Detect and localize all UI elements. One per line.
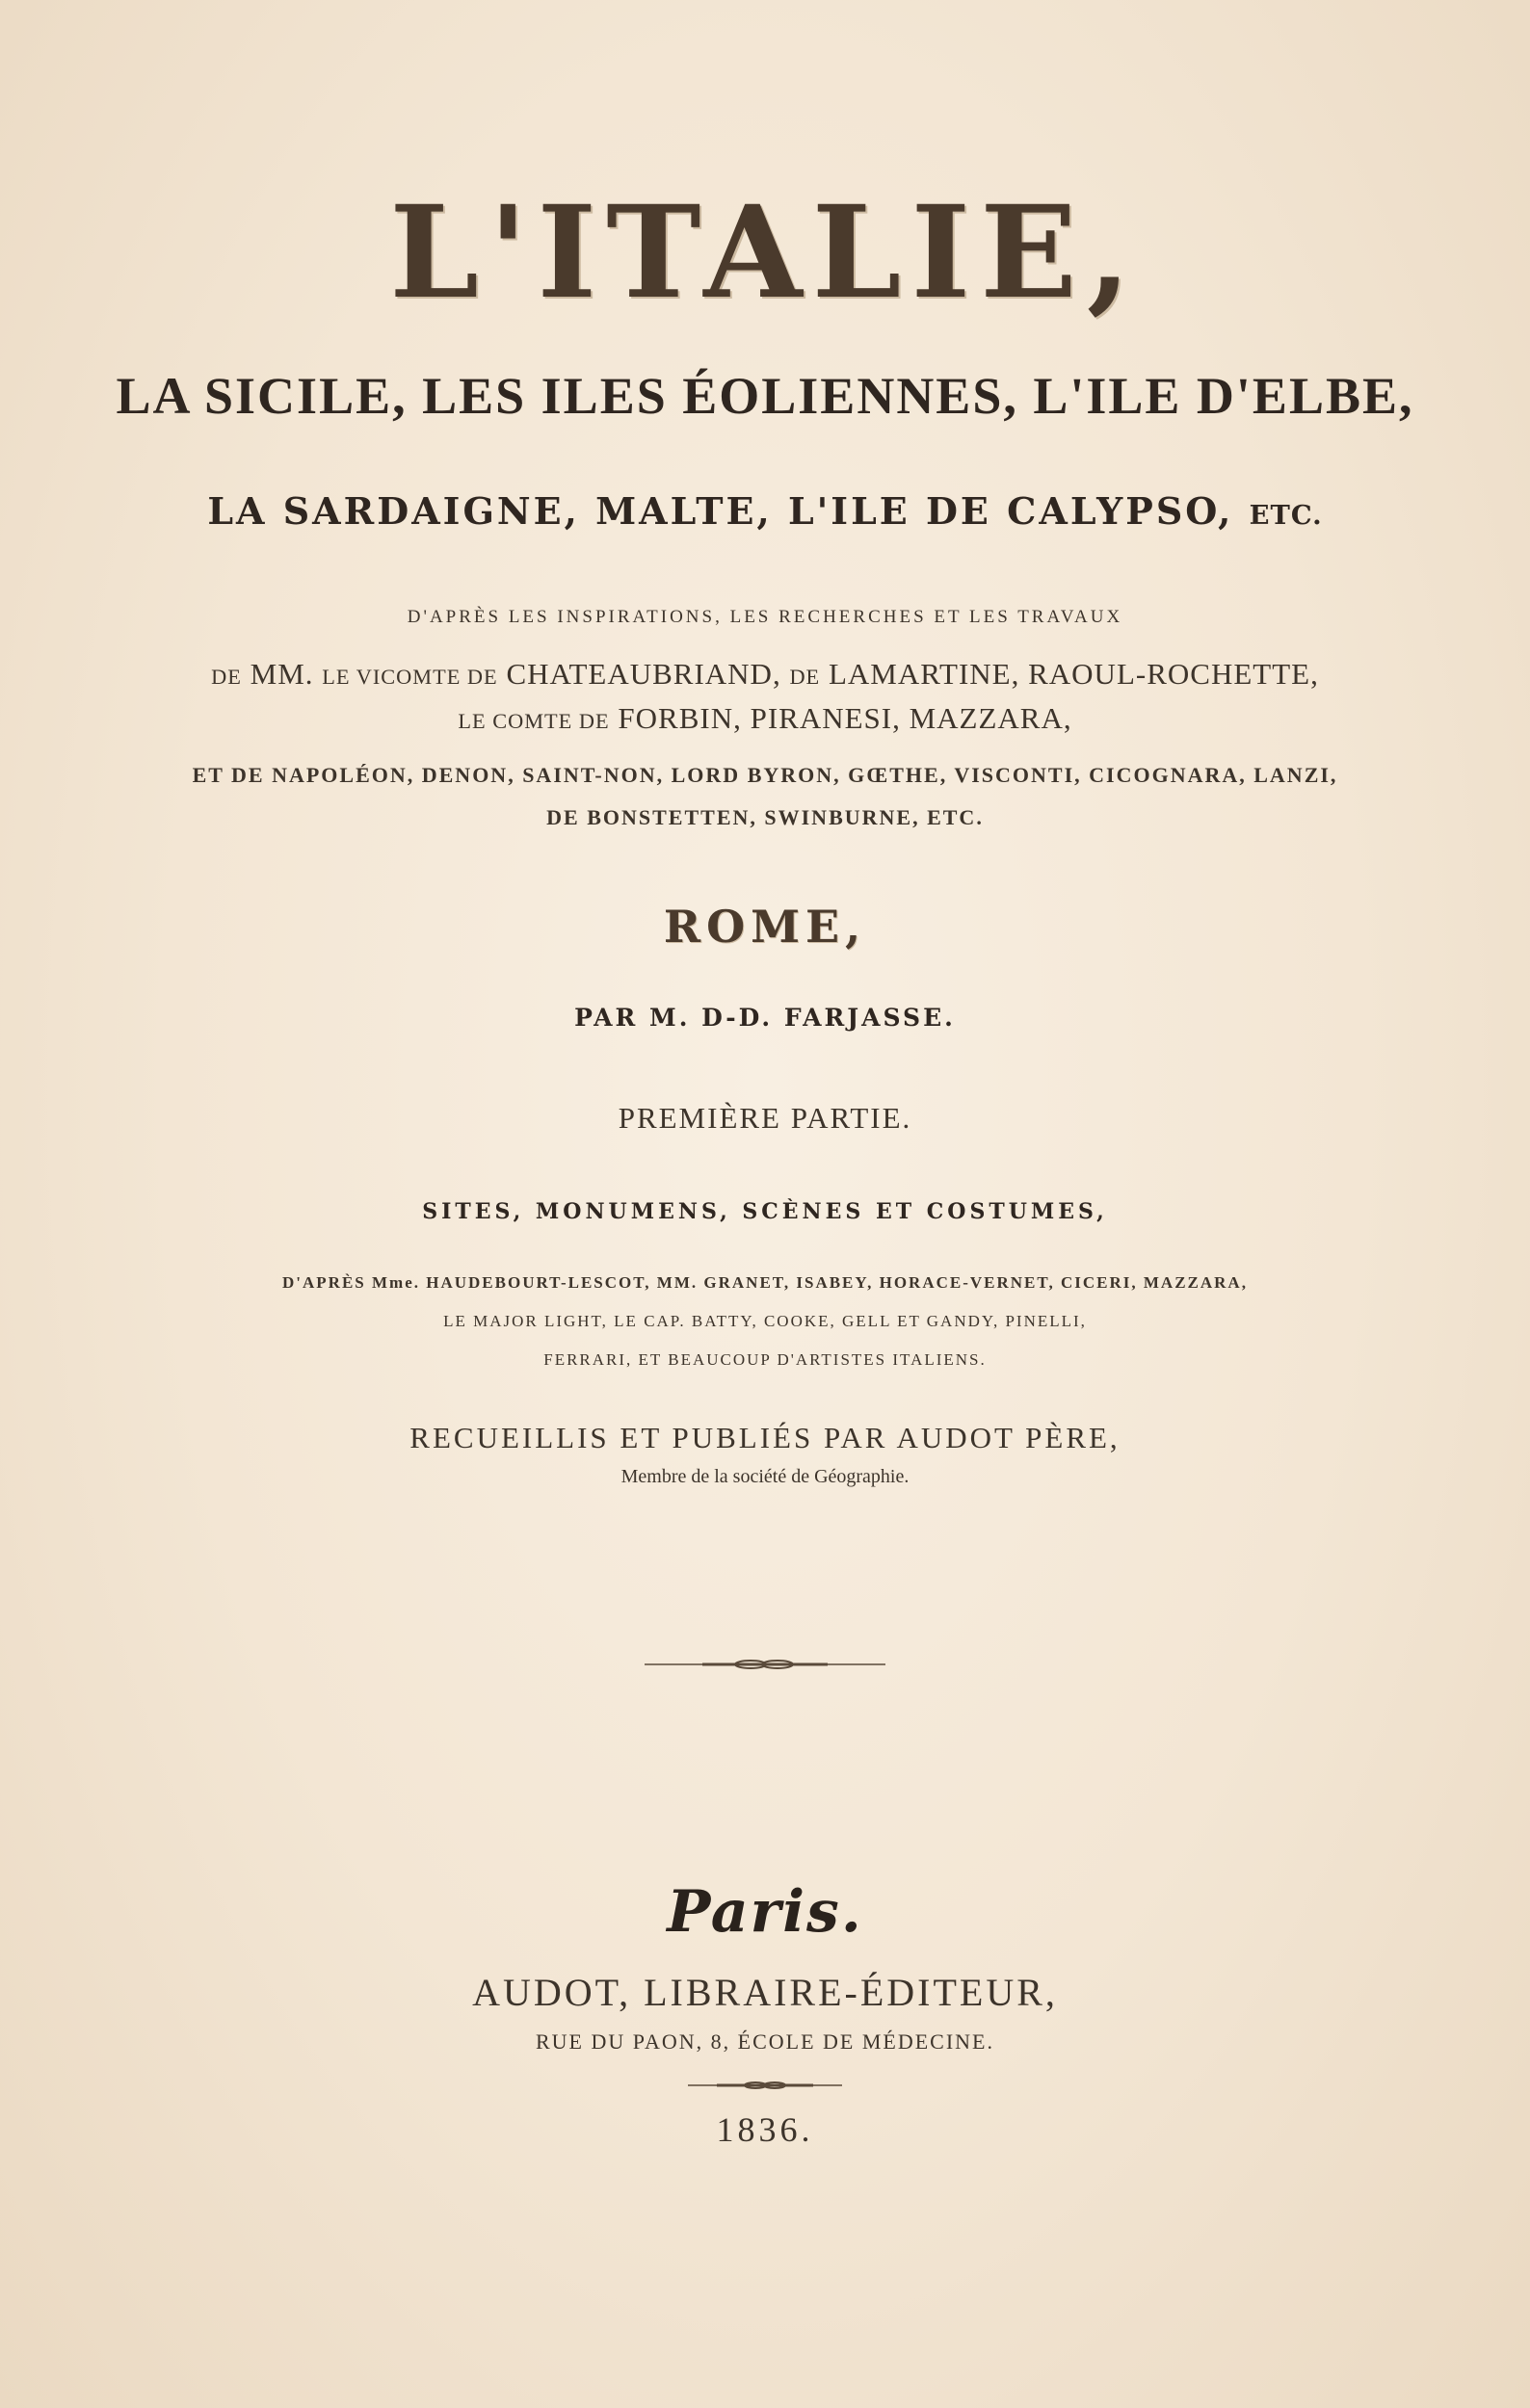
authors-line-2-rest: FORBIN, PIRANESI, MAZZARA, [618,701,1072,735]
volume-author: PAR M. D-D. FARJASSE. [574,1004,956,1032]
authors-line-3: ET DE NAPOLÉON, DENON, SAINT-NON, LORD BYRON, GŒTHE, VISCONTI, CICOGNARA, LANZI, [192,763,1338,787]
subtitle-line-2-text: LA SARDAIGNE, MALTE, L'ILE DE CALYPSO, [207,489,1234,533]
artists-line-3: FERRARI, ET BEAUCOUP D'ARTISTES ITALIENS. [543,1350,987,1369]
book-title: L'ITALIE, [389,178,1141,327]
editor-membership: Membre de la société de Géographie. [620,1466,910,1487]
artists-line-1: D'APRÈS Mme. HAUDEBOURT-LESCOT, MM. GRANET, ISABEY, HORACE-VERNET, CICERI, MAZZARA, [282,1273,1248,1292]
authors-mm: MM. [250,657,314,691]
artists-line-2: LE MAJOR LIGHT, LE CAP. BATTY, COOKE, GELL ET GANDY, PINELLI, [443,1312,1087,1330]
authors-line-1 [0,657,1530,692]
subtitle-line-1: LA SICILE, LES ILES ÉOLIENNES, L'ILE D'ELBE, [116,367,1414,425]
imprint-publisher: AUDOT, LIBRAIRE-ÉDITEUR, [472,1971,1058,2014]
ornamental-rule-small [0,2081,1530,2090]
volume-city: ROME, [663,901,867,953]
volume-part: PREMIÈRE PARTIE. [618,1101,912,1135]
authors-le-vicomte-de: LE VICOMTE DE [322,665,498,689]
ornamental-rule [0,1659,1530,1670]
imprint-city: Paris. [667,1878,863,1946]
subtitle-etc: ETC. [1249,500,1323,531]
subtitle-line-2 [0,489,1530,533]
after-inspirations-line: D'APRÈS LES INSPIRATIONS, LES RECHERCHES ET LES TRAVAUX [407,607,1123,627]
authors-de-1: DE [211,665,242,689]
editor-collected: RECUEILLIS ET PUBLIÉS PAR AUDOT PÈRE, [409,1421,1121,1454]
authors-le-comte-de: LE COMTE DE [458,709,610,733]
authors-de-2: DE [789,665,821,689]
ornament-rule-icon [645,1659,885,1670]
authors-line-4: DE BONSTETTEN, SWINBURNE, ETC. [546,805,984,829]
ornament-rule-small-icon [688,2081,842,2090]
authors-line-2 [0,701,1530,736]
imprint-address: RUE DU PAON, 8, ÉCOLE DE MÉDECINE. [535,2029,994,2054]
imprint-year: 1836. [716,2110,814,2149]
authors-chateaubriand: CHATEAUBRIAND, [506,657,781,691]
authors-line-1-rest: LAMARTINE, RAOUL-ROCHETTE, [828,657,1319,691]
volume-contents: SITES, MONUMENS, SCÈNES ET COSTUMES, [422,1199,1108,1224]
